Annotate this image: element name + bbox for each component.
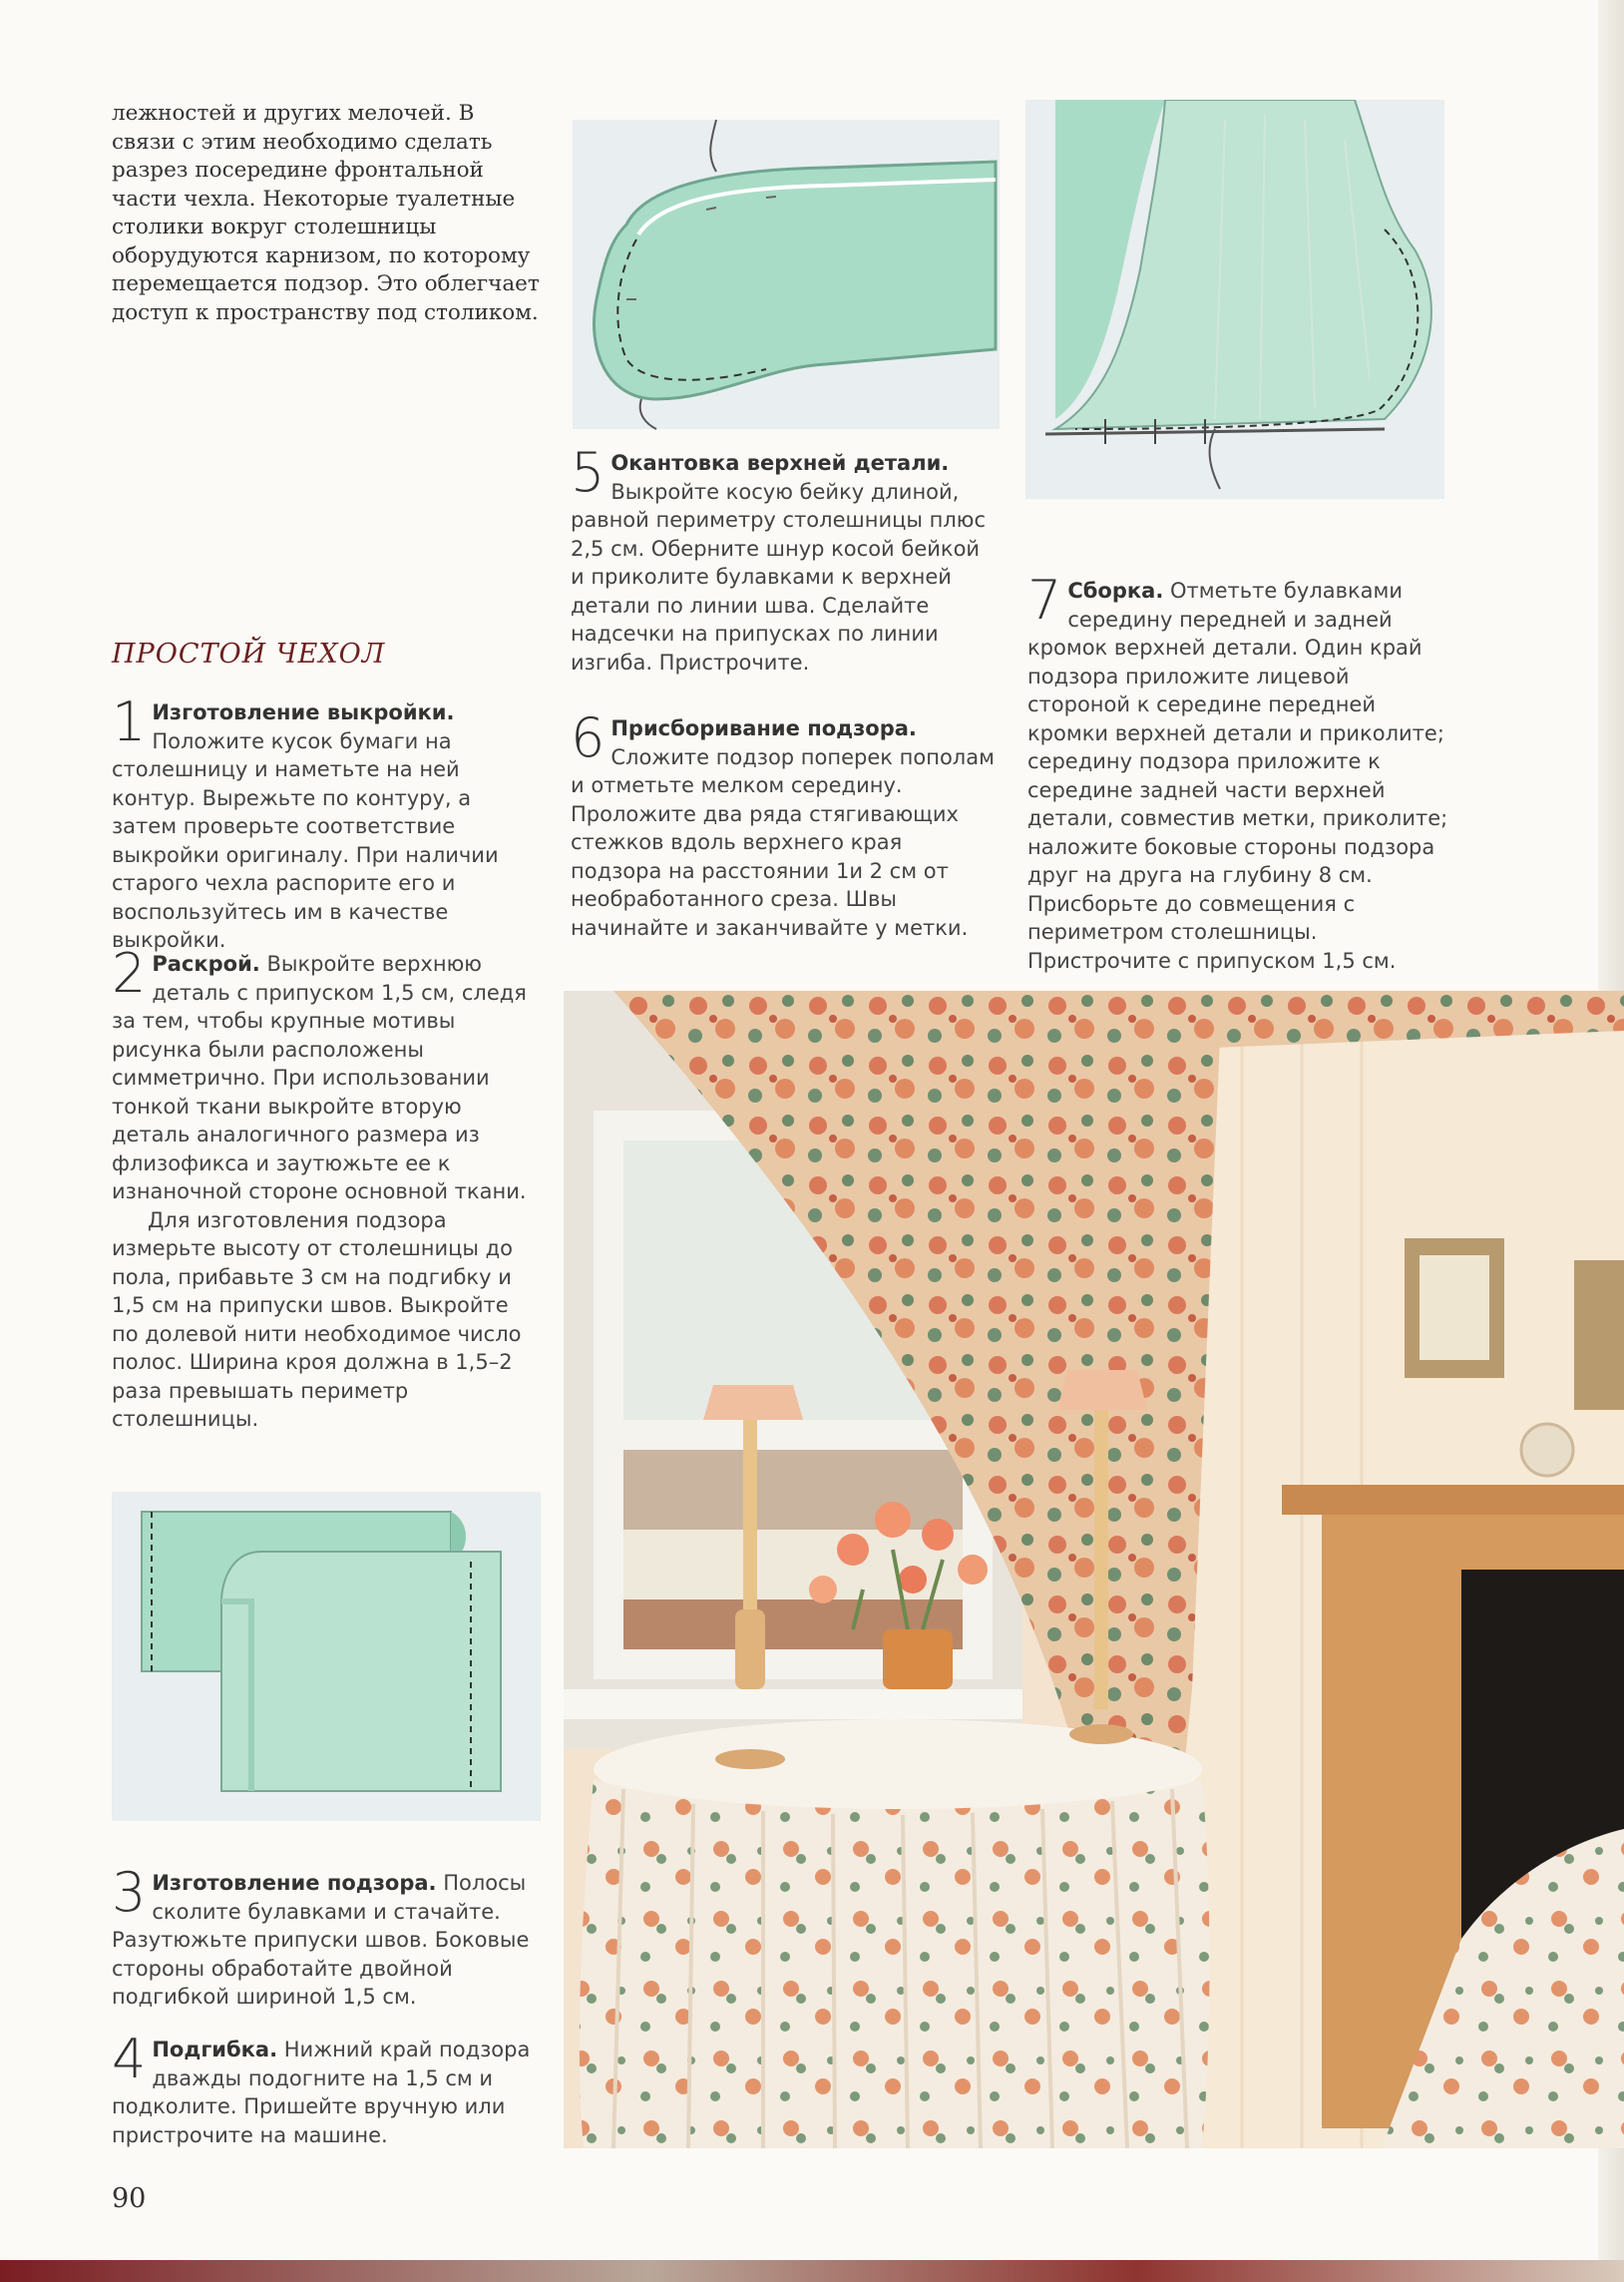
step-text: Отметьте булавками середину передней и задней кромок верхней детали. Один край подзора приложите лицевой стороной к середине передней кромки верхней детали и приколите; середину подзора приложите к середине задней части верхней детали, совместив метки, приколите; наложите боковые стороны подзора друг на друга на глубину 8 см. Присборьте до совмещения с периметром столешницы. Пристрочите с припуском 1,5 см. <box>1027 579 1448 973</box>
step-number: 1 <box>112 690 147 753</box>
step-1 <box>112 690 541 955</box>
step-7 <box>1027 569 1456 975</box>
step-number: 3 <box>112 1861 147 1924</box>
illustration-skirt-panels <box>112 1492 541 1821</box>
page-number: 90 <box>112 2183 147 2214</box>
step-text: Сложите подзор поперек пополам и отметьте мелком середину. Проложите два ряда стягивающих стежков вдоль верхнего края подзора на расстоянии 1и 2 см от необработанного среза. Швы начинайте и заканчивайте у метки. <box>571 744 995 940</box>
step-heading: Раскрой. <box>152 952 260 976</box>
illustration-bias-binding <box>567 100 1006 439</box>
step-text: Нижний край подзора дважды подогните на 1,5 см и подколите. Пришейте вручную или пристрочите на машине. <box>112 2038 531 2147</box>
step-3 <box>112 1861 541 2012</box>
step-text: Положите кусок бумаги на столешницу и наметьте на ней контур. Вырежьте по контуру, а затем проверьте соответствие выкройки оригиналу. При наличии старого чехла распорите его и воспользуйтесь им в качестве выкройки. <box>112 728 499 952</box>
intro-paragraph: лежностей и других мелочей. В связи с этим необходимо сделать разрез посередине фронтальной части чехла. Некоторые туалетные столики вокруг столешницы оборудуются карнизом, по которому перемещается подзор. Это облегчает доступ к пространству под столиком. <box>112 101 540 325</box>
step-4 <box>112 2028 541 2149</box>
step-number: 5 <box>571 441 606 504</box>
step-heading: Сборка. <box>1067 579 1164 603</box>
step-text: Выкройте верхнюю деталь с припуском 1,5 см, следя за тем, чтобы крупные мотивы рисунка были расположены симметрично. При использовании тонкой ткани выкройте вторую деталь аналогичного размера из флизофикса и заутюжьте ее к изнаночной стороне основной ткани. <box>112 952 527 1203</box>
step-6 <box>571 706 995 942</box>
step-number: 2 <box>112 942 147 1005</box>
step-text: Выкройте косую бейку длиной, равной периметру столешницы плюс 2,5 см. Оберните шнур косой бейкой и приколите булавками к верхней детали по линии шва. Сделайте надсечки на припусках по линии изгиба. Пристрочите. <box>571 479 987 675</box>
step-2 <box>112 942 541 1434</box>
step-heading: Изготовление выкройки. <box>152 700 455 724</box>
step-text-continued: Для изготовления подзора измерьте высоту от столешницы до пола, прибавьте 3 см на подгибку и 1,5 см на припуски швов. Выкройте по долевой нити необходимое число полос. Ширина кроя должна в 1,5–2 раза превышать периметр столешницы. <box>112 1207 522 1431</box>
step-number: 6 <box>571 706 606 769</box>
step-5 <box>571 441 995 677</box>
step-number: 7 <box>1027 569 1062 632</box>
dressing-table-photo <box>564 991 1624 2148</box>
step-heading: Подгибка. <box>152 2038 278 2061</box>
section-title: ПРОСТОЙ ЧЕХОЛ <box>112 639 386 670</box>
step-heading: Изготовление подзора. <box>152 1871 437 1895</box>
step-heading: Окантовка верхней детали. <box>610 451 950 475</box>
step-heading: Присборивание подзора. <box>610 716 917 740</box>
illustration-assembly <box>1025 100 1444 499</box>
step-number: 4 <box>112 2028 147 2090</box>
bottom-edge-strip <box>0 2260 1624 2282</box>
step-text: Полосы сколите булавками и стачайте. Разутюжьте припуски швов. Боковые стороны обработайте двойной подгибкой шириной 1,5 см. <box>112 1871 530 2009</box>
